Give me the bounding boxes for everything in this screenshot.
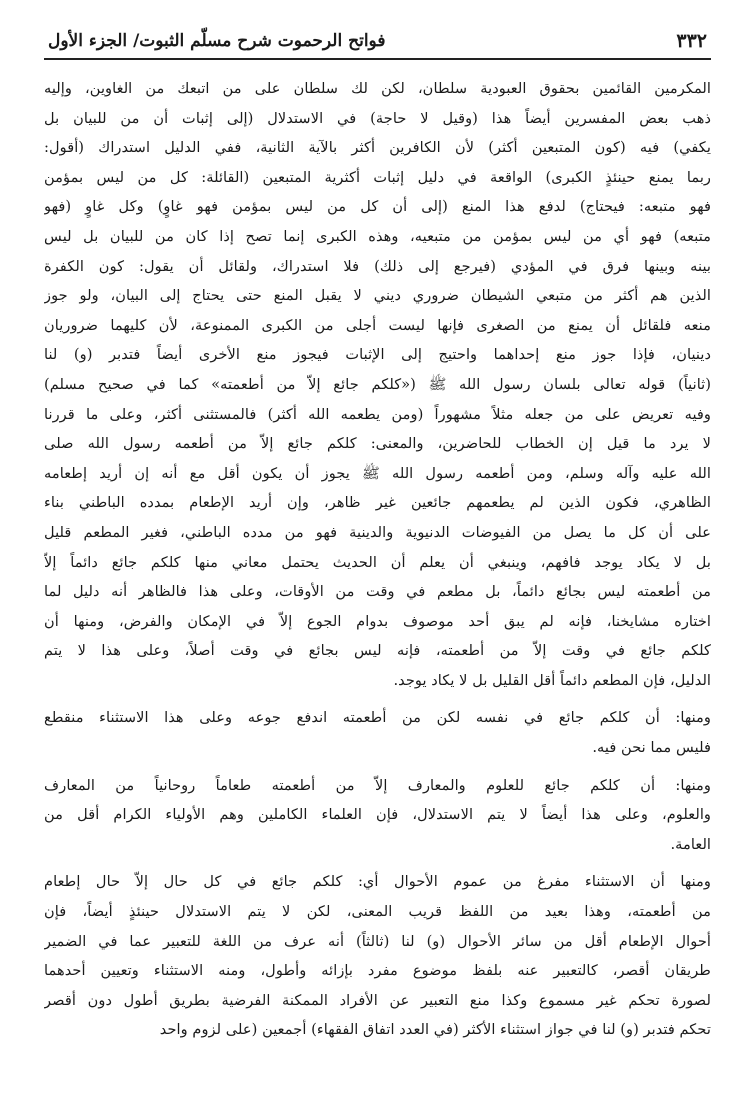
paragraph (44, 771, 711, 860)
text-line: لصورة تحكم غير مسموع وكذا منع التعبير عن الأفراد الممكنة الفرضية بطريق أطول دون أقصر (44, 991, 711, 1009)
text-line: الذين هم أكثر من متبعي الشيطان ضروري ديني لا يقبل المنع حتى يحتاج إلى البيان، ولو جوز (44, 287, 711, 305)
text-line: فهو متبعه: فيحتاج) لدفع هذا المنع (إلى أن كل من ليس بمؤمن فهو غاوٍ) وكل غاوٍ (فهو (44, 198, 711, 216)
text-line: أحوال الإطعام أقل من سائر الأحوال (و) لنا (ثالثاً) أنه عرف من اللغة للتعبير عما في الضمير (44, 932, 711, 950)
text-line: يكفي) فيه (كون المتبعين أكثر) لأن الكافرين أكثر بالآية الثانية، ففي الدليل استدراك (أقول: (44, 139, 711, 157)
text-line: منعه فلقائل أن يمنع من الصغرى فإنها ليست أجلى من الكبرى الممنوعة، لأن كليهما ضروريان (44, 316, 711, 334)
text-line: المكرمين القائمين بحقوق العبودية سلطان، لكن لك سلطان على من اتبعك من الغاوين، وإليه (44, 80, 711, 97)
text-line: متبعه) فهو أي من ليس بمؤمن من متبعيه، وهذه الكبرى إنما تصح إذا كان من للبيان بل ليس (44, 227, 711, 245)
text-line: بل لا يكاد يوجد فافهم، وينبغي أن يعلم أن الحديث يحتمل معاني منها كلكم جائع دائماً إلاّ (44, 553, 711, 571)
text-line: فليس مما نحن فيه. (592, 739, 711, 757)
running-title: فواتح الرحموت شرح مسلّم الثبوت/ الجزء الأول (48, 31, 386, 51)
text-line: بينه وبينها فرق في المؤدي (فيرجع إلى ذلك) فلا استدراك، ولقائل أن يقول: كون الكفرة (44, 257, 711, 275)
text-line: الله عليه وآله وسلم، ومن أطعمه رسول الله ﷺ يجوز أن يكون أقل مع أنه إن أريد إطعامه (44, 464, 711, 482)
text-line: ربما يمنع حينئذٍ الكبرى) الواقعة في دليل إثبات أكثرية المتبعين (القائلة: كل من ليس بمؤمن (44, 168, 711, 186)
text-line: الظاهري، فكون الذين لم يطعمهم جائعين غير ظاهر، وإن أريد الإطعام بمدده الباطني بناء (44, 494, 711, 512)
paragraph (44, 74, 711, 695)
text-line: تحكم فتدبر (و) لنا في جواز استثناء الأكثر (في العدد اتفاق الفقهاء) أجمعين (على لزوم واحد (159, 1021, 711, 1039)
text-line: من أطعمته، وهذا بعيد من اللفظ قريب المعنى، لكن لا يتم الاستدلال حينئذٍ أيضاً، فإن (44, 903, 711, 921)
text-line: اختاره مشايخنا، فإنه لم يبق أحد موصوف بدوام الجوع إلاّ في الإمكان والفرض، ومنها أن (44, 612, 711, 630)
text-line: والعلوم، وعلى هذا أيضاً لا يتم الاستدلال، فإن العلماء الكاملين وهم الأولياء الكرام أقل من (44, 806, 711, 824)
text-line: العامة. (670, 835, 711, 853)
text-line: كلكم جائع في وقت إلاّ من أطعمته، فإنه ليس بجائع في وقت أصلاً، وعلى هذا لا يتم (44, 642, 711, 660)
text-line: لا يرد ما قيل إن الخطاب للحاضرين، والمعنى: كلكم جائع إلاّ من أطعمه رسول الله صلى (44, 435, 711, 453)
running-header (44, 30, 711, 60)
text-line: ذهب بعض المفسرين أيضاً هذا (وقيل لا حاجة) في الاستدلال (إلى إثبات أن من للبيان بل (44, 109, 711, 127)
text-line: ومنها أن الاستثناء مفرغ من عموم الأحوال أي: كلكم جائع في كل حال إلاّ حال إطعام (44, 873, 711, 891)
text-line: ومنها: أن كلكم جائع في نفسه لكن من أطعمته اندفع جوعه وعلى هذا الاستثناء منقطع (44, 709, 711, 727)
page-number: ٣٣٢ (676, 30, 707, 52)
body-text (44, 74, 711, 1045)
text-line: على أن كل ما يصل من الفيوضات الدنيوية والدينية فهو من مدده الباطني، فغير المطعم قليل (44, 523, 711, 541)
text-line: وفيه تعريض على من جعله مثلاً مشهوراً (ومن يطعمه الله أكثر) فالمستثنى أكثر، وعلى ما قررنا (44, 405, 711, 423)
text-line: دينيان، فإذا جوز منع إحداهما واحتيج إلى الإثبات فيجوز منع الأخرى أيضاً فتدبر (و) لنا (44, 346, 711, 364)
paragraph (44, 703, 711, 762)
text-line: ومنها: أن كلكم جائع للعلوم والمعارف إلاّ من أطعمته طعاماً روحانياً من المعارف (44, 776, 711, 794)
text-line: (ثانياً) قوله تعالى بلسان رسول الله ﷺ («كلكم جائع إلاّ من أطعمته» كما في صحيح مسلم) (44, 375, 711, 393)
text-line: الدليل، فإن المطعم دائماً أقل القليل بل لا يكاد يوجد. (393, 671, 711, 689)
paragraph (44, 867, 711, 1045)
text-line: من أطعمته ليس بجائع دائماً، بل مطعم في وقت من الأوقات، وعلى هذا فالظاهر أنه دليل لما (44, 583, 711, 601)
text-line: طريقان أقصر، كالتعبير عنه بلفظ موضوع مفرد بإزائه وأطول، ومنه الاستثناء وتعيين أحدهما (44, 962, 711, 980)
